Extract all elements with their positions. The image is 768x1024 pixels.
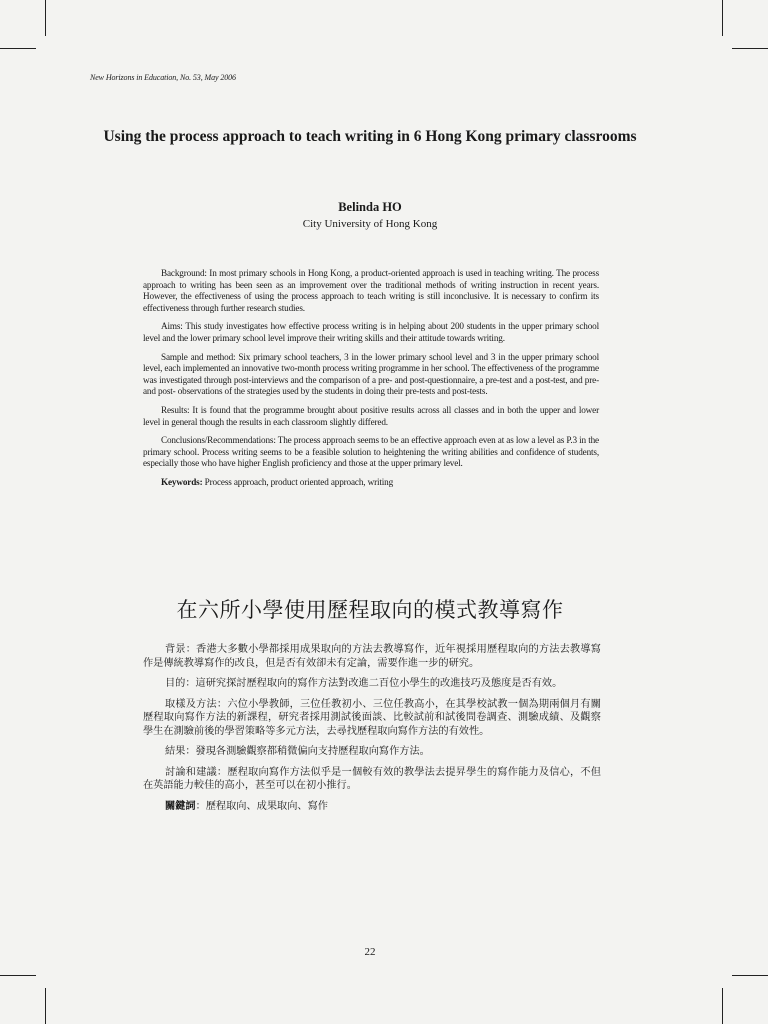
cn-abstract-keywords xyxy=(143,800,601,814)
author-name: Belinda HO xyxy=(338,200,402,214)
abstract-aims: Aims: This study investigates how effective process writing is in helping about 200 students in the upper primary school level and the lower primary school level improve their writing skills and their attitude towards writing. xyxy=(143,321,599,343)
keywords-label: Keywords: xyxy=(161,476,203,487)
chinese-abstract xyxy=(143,643,601,820)
cn-abstract-aims: 目的：這研究探討歷程取向的寫作方法對改進二百位小學生的改進技巧及態度是否有效。 xyxy=(165,678,563,689)
cn-abstract-conclusions: 討論和建議：歷程取向寫作方法似乎是一個較有效的教學法去提昇學生的寫作能力及信心，不但在英語能力較佳的高小，甚至可以在初小推行。 xyxy=(143,766,601,791)
abstract-keywords xyxy=(143,477,599,489)
cn-abstract-background: 背景：香港大多數小學都採用成果取向的方法去教導寫作，近年視採用歷程取向的方法去教導寫作是傳統教導寫作的改良，但是否有效卻未有定論，需要作進一步的研究。 xyxy=(143,644,601,669)
crop-mark-top-right xyxy=(722,0,723,36)
chinese-title: 在六所小學使用歷程取向的模式教導寫作 xyxy=(176,598,564,622)
abstract-results: Results: It is found that the programme brought about positive results across all classes and in both the upper and lower level in general though the results in each classroom slightly differed. xyxy=(143,404,599,427)
abstract-conclusions: Conclusions/Recommendations: The process approach seems to be an effective approach even at as low a level as P.3 in the primary school. Process writing seems to be a feasible solution to heightening the writing abilities and confidence of students, especially those who have higher English proficiency and those at the upper primary level. xyxy=(143,435,599,469)
english-abstract xyxy=(143,268,599,496)
cn-abstract-method: 取樣及方法：六位小學教師，三位任教初小、三位任教高小，在其學校試教一個為期兩個月有關歷程取向寫作方法的新課程，研究者採用測試後面談、比較試前和試後問卷調查、測驗成績、及觀察學生在測驗前後的學習策略等多元方法，去尋找歷程取向寫作方法的有效性。 xyxy=(143,698,601,737)
crop-mark-bottom-left xyxy=(45,988,46,1024)
cn-keywords-text: ：歷程取向、成果取向、寫作 xyxy=(195,800,328,812)
journal-header: New Horizons in Education, No. 53, May 2006 xyxy=(90,73,236,82)
crop-mark-bottom-right-h xyxy=(732,975,768,976)
crop-mark-top-right-h xyxy=(732,48,768,49)
abstract-background: Background: In most primary schools in Hong Kong, a product-oriented approach is used in teaching writing. The process approach to writing has been seen as an improvement over the traditional methods of writing instruction in recent years. However, the effectiveness of using the process approach to teach writing is still inconclusive. It is necessary to confirm its effectiveness through further research studies. xyxy=(143,268,599,313)
paper-title: Using the process approach to teach writing in 6 Hong Kong primary classrooms xyxy=(103,128,637,145)
keywords-text: Process approach, product oriented approach, writing xyxy=(202,476,394,487)
crop-mark-top-left xyxy=(45,0,46,36)
author-affiliation: City University of Hong Kong xyxy=(302,218,438,230)
cn-abstract-results: 結果：發現各測驗觀察都稍微偏向支持歷程取向寫作方法。 xyxy=(165,746,430,757)
cn-keywords-label: 關鍵詞 xyxy=(165,800,196,812)
page-number: 22 xyxy=(364,946,376,958)
crop-mark-bottom-right xyxy=(722,988,723,1024)
crop-mark-bottom-left-h xyxy=(0,975,36,976)
abstract-sample-method: Sample and method: Six primary school teachers, 3 in the lower primary school level and 3 in the upper primary school level, each implemented an innovative two-month process writing programme in her school. The effectiveness of the programme was investigated through post-interviews and the comparison of a pre- and post-questionnaire, a pre-test and a post-test, and pre- and post- observations of the strategies used by the students in doing their pre-tests and post-tests. xyxy=(143,351,599,397)
crop-mark-top-left-h xyxy=(0,48,36,49)
